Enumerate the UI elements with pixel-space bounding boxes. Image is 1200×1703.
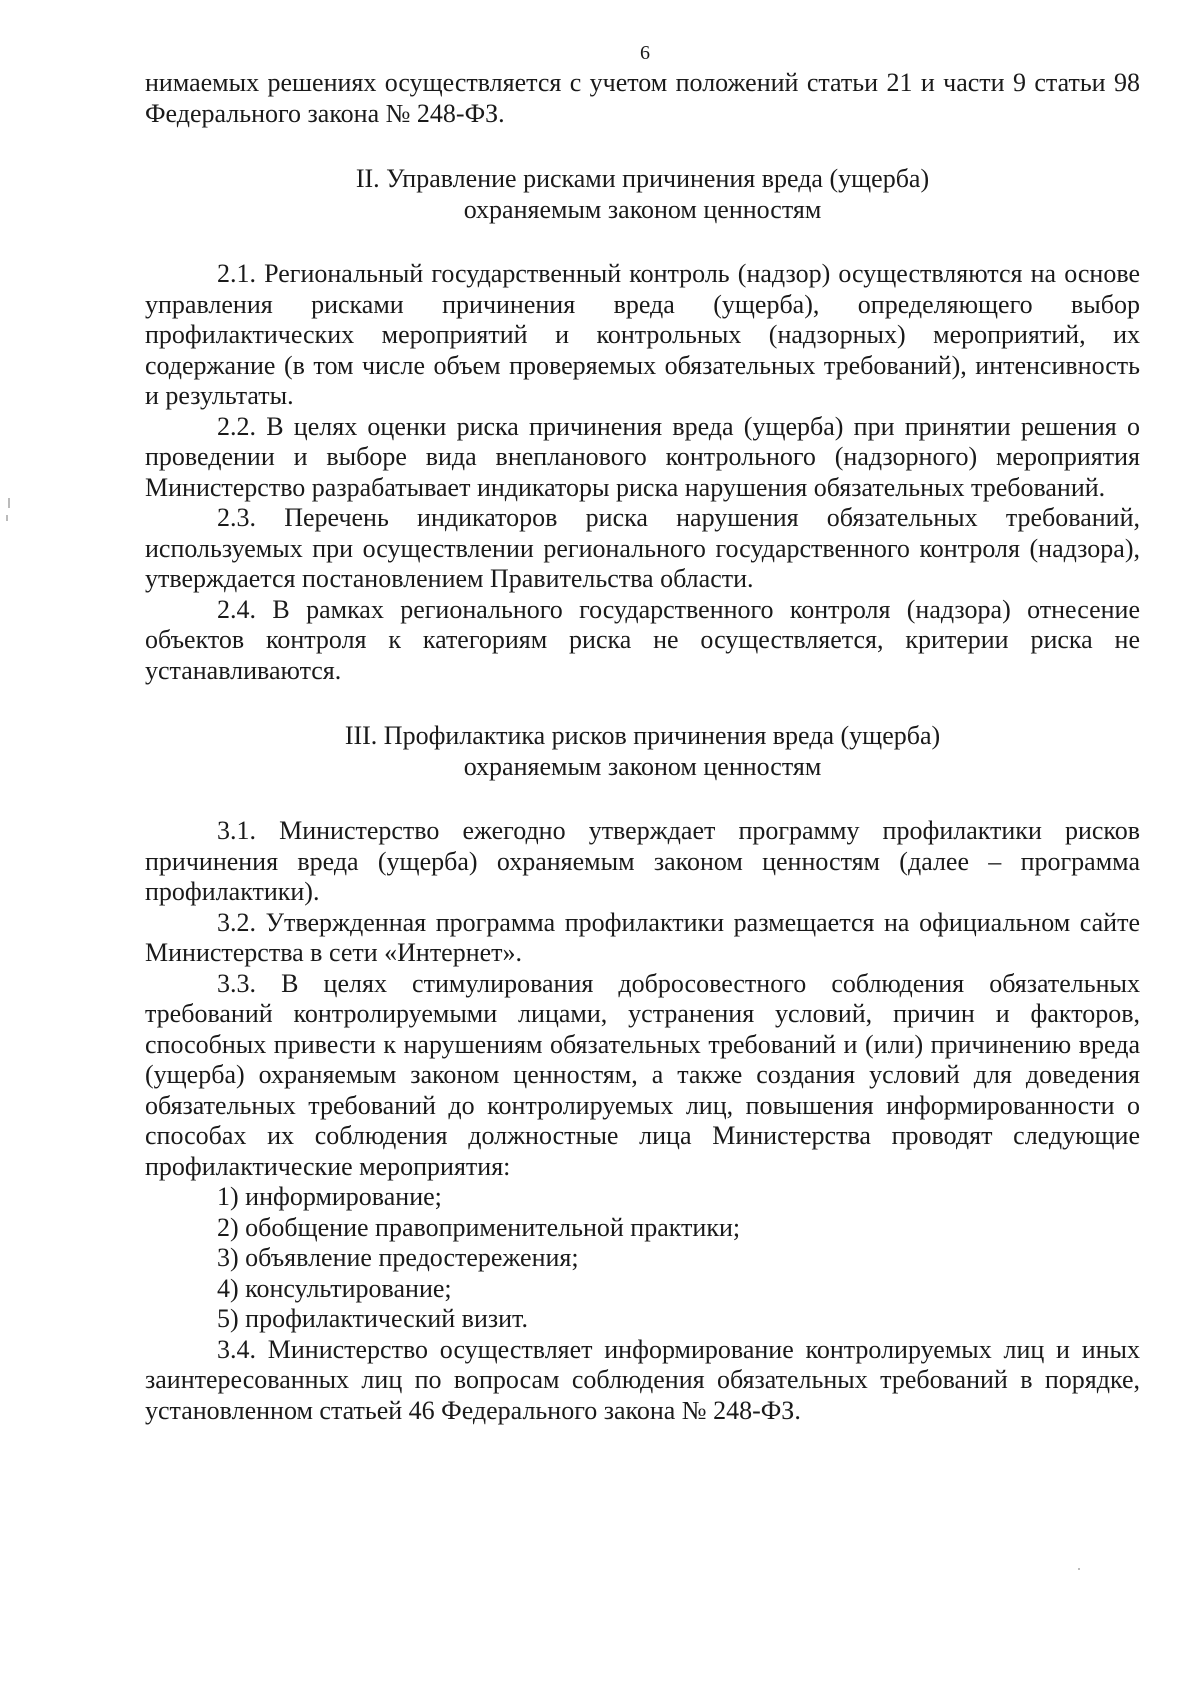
section-2-heading <box>145 164 1140 225</box>
section-3-heading <box>145 721 1140 782</box>
paragraph-3-2: 3.2. Утвержденная программа профилактики размещается на официальном сайте Министерства в сети «Интернет». <box>145 907 1140 967</box>
section-2-title-line-1: II. Управление рисками причинения вреда (ущерба) <box>355 164 930 193</box>
document-body <box>145 68 1140 1426</box>
paragraph-2-2: 2.2. В целях оценки риска причинения вреда (ущерба) при принятии решения о проведении и выборе вида внепланового контрольного (надзорного) мероприятия Министерство разрабатывает индикаторы риска нарушения обязательных требований. <box>145 411 1140 502</box>
section-2-title-line-2: охраняемым законом ценностям <box>463 194 822 224</box>
paragraph-2-4: 2.4. В рамках регионального государственного контроля (надзора) отнесение объектов контроля к категориям риска не осуществляется, критерии риска не устанавливаются. <box>145 594 1140 685</box>
intro-paragraph: нимаемых решениях осуществляется с учетом положений статьи 21 и части 9 статьи 98 Федерального закона № 248-ФЗ. <box>145 68 1140 128</box>
paragraph-3-1: 3.1. Министерство ежегодно утверждает программу профилактики рисков причинения вреда (ущерба) охраняемым законом ценностям (далее – программа профилактики). <box>145 816 1140 906</box>
section-3-title-line-1: III. Профилактика рисков причинения вреда (ущерба) <box>344 721 941 750</box>
section-3-title-line-2: охраняемым законом ценностям <box>463 751 822 781</box>
page-number: 6 <box>640 42 650 64</box>
list-item: 4) консультирование; <box>217 1273 452 1303</box>
list-item: 3) объявление предостережения; <box>217 1243 579 1272</box>
paragraph-2-3: 2.3. Перечень индикаторов риска нарушения обязательных требований, используемых при осуществлении регионального государственного контроля (надзора), утверждается постановлением Правительства области. <box>145 503 1140 593</box>
scan-speck <box>6 515 8 521</box>
list-item: 1) информирование; <box>217 1182 442 1211</box>
paragraph-3-4: 3.4. Министерство осуществляет информирование контролируемых лиц и иных заинтересованных лиц по вопросам соблюдения обязательных требований в порядке, установленном статьей 46 Федерального закона № 248-ФЗ. <box>145 1334 1140 1425</box>
paragraph-3-3: 3.3. В целях стимулирования добросовестного соблюдения обязательных требований контролируемыми лицами, устранения условий, причин и факторов, способных привести к нарушениям обязательных требований и (или) причинению вреда (ущерба) охраняемым законом ценностям, а также создания условий для доведения обязательных требований до контролируемых лиц, повышения информированности о способах их соблюдения должностные лица Министерства проводят следующие профилактические мероприятия: <box>145 968 1140 1181</box>
list-item: 2) обобщение правоприменительной практики; <box>217 1212 741 1242</box>
paragraph-2-1: 2.1. Региональный государственный контроль (надзор) осуществляются на основе управления рисками причинения вреда (ущерба), определяющего выбор профилактических мероприятий и контрольных (надзорных) мероприятий, их содержание (в том числе объем проверяемых обязательных требований), интенсивность и результаты. <box>145 259 1140 410</box>
scan-speck <box>8 498 10 508</box>
scan-speck <box>1078 1568 1080 1570</box>
list-item: 5) профилактический визит. <box>217 1304 528 1333</box>
